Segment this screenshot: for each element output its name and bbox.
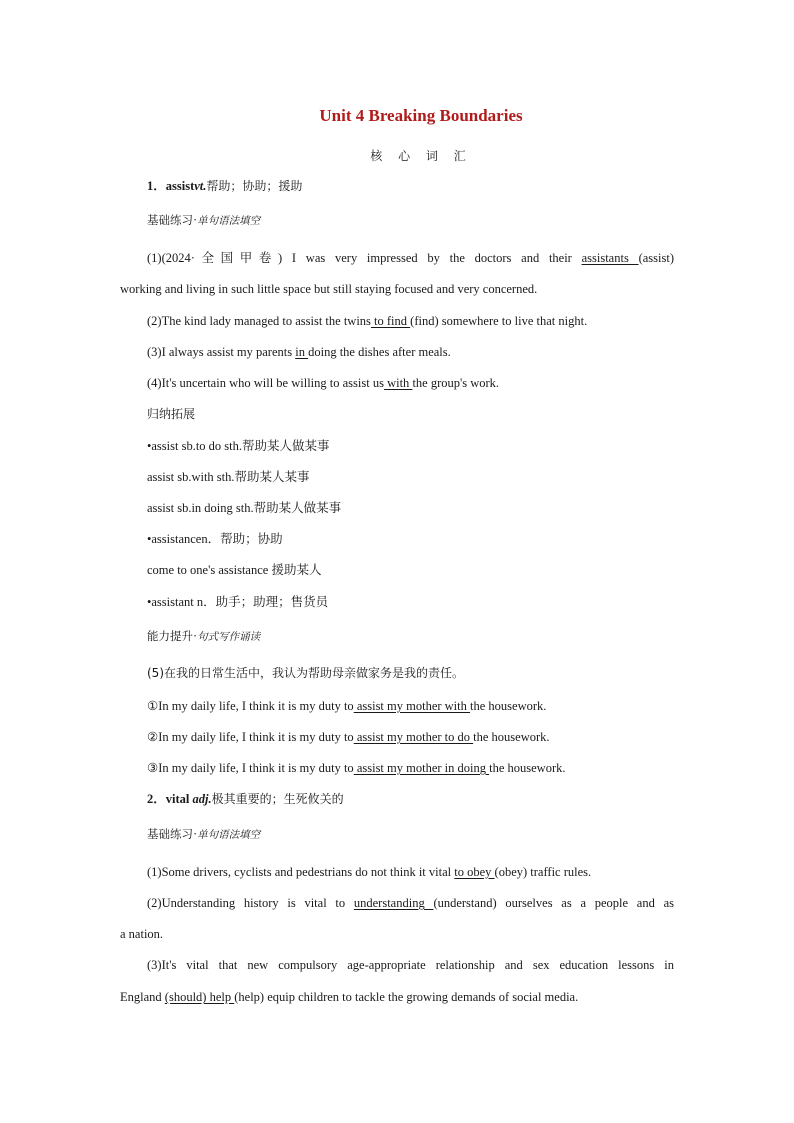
answer-blank: (should) help <box>164 990 235 1004</box>
exercise-line: (2)Understanding history is vital to understanding (understand) ourselves as a people and as <box>147 896 674 910</box>
exercise-line: (4)It's uncertain who will be willing to assist us with the group's work. <box>147 376 500 390</box>
page-title: Unit 4 Breaking Boundaries <box>319 106 523 125</box>
exercise-line: (3)I always assist my parents in doing the dishes after meals. <box>147 345 451 359</box>
summary-item: •assist sb.to do sth.帮助某人做某事 <box>147 439 330 453</box>
advanced-practice-label: 能力提升·句式写作诵读 <box>147 629 261 643</box>
answer-blank: assist my mother to do <box>353 730 474 744</box>
entry-word: assist <box>165 179 195 193</box>
answer-line: ②In my daily life, I think it is my duty to assist my mother to do the housework. <box>147 730 550 744</box>
entry-meaning: 帮助；协助；援助 <box>206 179 303 193</box>
exercise-line: (1)Some drivers, cyclists and pedestrians do not think it vital to obey (obey) traffic rules. <box>147 865 592 879</box>
answer-blank: to find <box>370 314 411 328</box>
answer-blank: assist my mother with <box>353 699 471 713</box>
translation-prompt: (5)在我的日常生活中，我认为帮助母亲做家务是我的责任。 <box>147 666 465 680</box>
summary-item: •assistancen．帮助；协助 <box>147 532 283 546</box>
exercise-line: working and living in such little space but still staying focused and very concerned. <box>120 282 538 296</box>
summary-label: 归纳拓展 <box>147 407 196 421</box>
answer-blank: with <box>383 376 413 390</box>
entry-heading-assist <box>147 178 302 194</box>
entry-word: vital <box>165 792 193 806</box>
entry-pos: vt. <box>194 179 207 193</box>
answer-blank: assistants <box>581 251 639 265</box>
answer-blank: in <box>295 345 309 359</box>
exercise-line: (2)The kind lady managed to assist the twins to find (find) somewhere to live that night. <box>147 314 588 328</box>
exercise-line: (1)(2024·全国甲卷) I was very impressed by the doctors and their assistants (assist) <box>147 251 674 265</box>
summary-item: assist sb.with sth.帮助某人某事 <box>147 470 310 484</box>
answer-line: ③In my daily life, I think it is my duty to assist my mother in doing the housework. <box>147 761 566 775</box>
exercise-line: (3)It's vital that new compulsory age-appropriate relationship and sex education lessons in <box>147 958 674 972</box>
basic-practice-label: 基础练习·单句语法填空 <box>147 213 261 227</box>
entry-meaning: 极其重要的；生死攸关的 <box>211 792 344 806</box>
answer-blank: understanding <box>353 896 434 910</box>
entry-heading-vital <box>147 791 344 807</box>
basic-practice-label: 基础练习·单句语法填空 <box>147 827 261 841</box>
entry-number: 1． <box>147 179 166 193</box>
section-subtitle: 核 心 词 汇 <box>370 149 472 163</box>
summary-item: •assistant n．助手；助理；售货员 <box>147 595 329 609</box>
entry-pos: adj. <box>192 792 212 806</box>
answer-blank: assist my mother in doing <box>353 761 490 775</box>
entry-number: 2． <box>147 792 166 806</box>
summary-item: assist sb.in doing sth.帮助某人做某事 <box>147 501 342 515</box>
answer-line: ①In my daily life, I think it is my duty to assist my mother with the housework. <box>147 699 547 713</box>
summary-item: come to one's assistance 援助某人 <box>147 563 322 577</box>
exercise-line: England (should) help (help) equip children to tackle the growing demands of social media. <box>120 990 579 1004</box>
exercise-line: a nation. <box>120 927 164 941</box>
answer-blank: to obey <box>454 865 495 879</box>
